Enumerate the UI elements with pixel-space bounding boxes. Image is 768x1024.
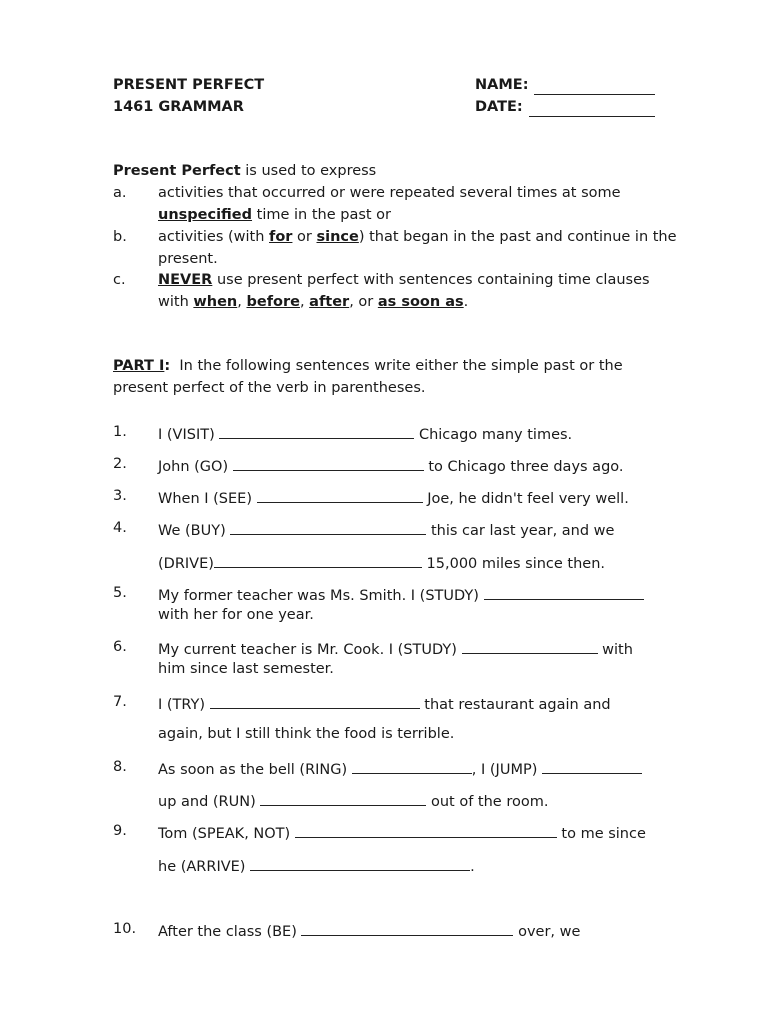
usage-b-line1 — [158, 229, 677, 245]
item-4-rest-2: 15,000 miles since then. — [426, 556, 606, 572]
item-4-line2 — [158, 553, 605, 572]
term-present-perfect: Present Perfect — [113, 163, 241, 179]
item-7-rest: that restaurant again and — [424, 697, 611, 713]
word-or: or — [297, 229, 312, 245]
item-8-prompt-3: up and (RUN) — [158, 794, 256, 810]
worksheet-title: PRESENT PERFECT — [113, 77, 265, 93]
item-number: 10. — [113, 921, 137, 937]
item-6-line1 — [158, 639, 633, 658]
item-10-rest: over, we — [518, 924, 581, 940]
word-when: when — [193, 294, 238, 310]
item-5-line1 — [158, 585, 644, 604]
usage-a-line2 — [158, 207, 391, 223]
answer-blank[interactable] — [542, 759, 642, 774]
item-number: 2. — [113, 456, 127, 472]
item-9-prompt: Tom (SPEAK, NOT) — [158, 826, 291, 842]
name-field[interactable] — [534, 80, 655, 95]
item-number: 1. — [113, 424, 127, 440]
answer-blank[interactable] — [230, 520, 426, 535]
item-10-prompt: After the class (BE) — [158, 924, 297, 940]
marker-c: c. — [113, 272, 126, 288]
usage-c-line2: with when, before, after, or as soon as. — [158, 294, 469, 310]
usage-b-part1: activities (with — [158, 229, 265, 245]
word-or-c: or — [358, 294, 374, 310]
part1-colon: : — [164, 358, 171, 374]
item-8-prompt-2: , I (JUMP) — [471, 762, 538, 778]
item-number: 6. — [113, 639, 127, 655]
item-2-rest: to Chicago three days ago. — [428, 459, 624, 475]
item-number: 7. — [113, 694, 127, 710]
word-after: after — [309, 294, 350, 310]
item-3-rest: Joe, he didn't feel very well. — [427, 491, 629, 507]
date-label: DATE: — [475, 99, 523, 115]
item-number: 8. — [113, 759, 127, 775]
answer-blank[interactable] — [301, 921, 513, 936]
usage-c-line1 — [158, 272, 650, 288]
part1-instructions-1: In the following sentences write either the simple past or the — [179, 358, 623, 374]
item-2-line — [158, 456, 624, 475]
answer-blank[interactable] — [233, 456, 424, 471]
item-7-prompt: I (TRY) — [158, 697, 206, 713]
answer-blank[interactable] — [250, 856, 470, 871]
answer-blank[interactable] — [462, 639, 598, 654]
item-number: 5. — [113, 585, 127, 601]
item-6-rest: with — [602, 642, 633, 658]
date-field[interactable] — [529, 102, 655, 117]
usage-b-line2: present. — [158, 251, 218, 267]
item-number: 9. — [113, 823, 127, 839]
item-2-prompt: John (GO) — [158, 459, 229, 475]
answer-blank[interactable] — [210, 694, 420, 709]
item-9-rest: to me since — [561, 826, 646, 842]
answer-blank[interactable] — [484, 585, 644, 600]
item-7-line1 — [158, 694, 611, 713]
item-9-line1 — [158, 823, 646, 842]
item-8-line1 — [158, 759, 642, 778]
item-4-prompt: We (BUY) — [158, 523, 226, 539]
usage-a-line1: activities that occurred or were repeated several times at some — [158, 185, 621, 201]
intro-lead: is used to express — [245, 163, 377, 179]
period: . — [463, 294, 469, 310]
item-8-rest: out of the room. — [430, 794, 549, 810]
answer-blank[interactable] — [257, 488, 423, 503]
item-9-prompt-2: he (ARRIVE) — [158, 859, 246, 875]
item-9-line2 — [158, 856, 475, 875]
item-6-line2: him since last semester. — [158, 661, 334, 677]
answer-blank[interactable] — [260, 791, 426, 806]
item-6-prompt: My current teacher is Mr. Cook. I (STUDY) — [158, 642, 457, 658]
item-3-line — [158, 488, 629, 507]
word-before: before — [246, 294, 300, 310]
item-4-rest: this car last year, and we — [430, 523, 615, 539]
word-as-soon-as: as soon as — [377, 294, 464, 310]
intro-line — [113, 163, 376, 179]
part1-heading — [113, 358, 623, 374]
item-8-line2 — [158, 791, 548, 810]
answer-blank[interactable] — [352, 759, 472, 774]
course-code: 1461 GRAMMAR — [113, 99, 244, 115]
item-8-prompt: As soon as the bell (RING) — [158, 762, 348, 778]
usage-c-rest: use present perfect with sentences containing time clauses — [216, 272, 650, 288]
item-4-line1 — [158, 520, 614, 539]
item-4-prompt-2: (DRIVE) — [158, 556, 214, 572]
word-for: for — [269, 229, 293, 245]
item-1-rest: Chicago many times. — [418, 427, 573, 443]
item-1-prompt: I (VISIT) — [158, 427, 215, 443]
part1-label: PART I — [113, 358, 165, 374]
item-5-prompt: My former teacher was Ms. Smith. I (STUDY) — [158, 588, 479, 604]
word-with: with — [158, 294, 189, 310]
item-3-prompt: When I (SEE) — [158, 491, 252, 507]
marker-a: a. — [113, 185, 127, 201]
usage-a-rest: time in the past or — [256, 207, 392, 223]
item-1-line — [158, 424, 572, 443]
marker-b: b. — [113, 229, 127, 245]
part1-instructions-2: present perfect of the verb in parentheses. — [113, 380, 426, 396]
word-unspecified: unspecified — [158, 207, 253, 223]
item-number: 4. — [113, 520, 127, 536]
item-7-line2: again, but I still think the food is terrible. — [158, 726, 455, 742]
word-never: NEVER — [158, 272, 213, 288]
name-label: NAME: — [475, 77, 529, 93]
item-10-line1 — [158, 921, 580, 940]
answer-blank[interactable] — [214, 553, 422, 568]
answer-blank[interactable] — [219, 424, 414, 439]
word-since: since — [316, 229, 359, 245]
item-5-line2: with her for one year. — [158, 607, 314, 623]
item-9-period: . — [470, 859, 475, 875]
item-number: 3. — [113, 488, 127, 504]
answer-blank[interactable] — [295, 823, 557, 838]
usage-b-part2: ) that began in the past and continue in the — [358, 229, 677, 245]
